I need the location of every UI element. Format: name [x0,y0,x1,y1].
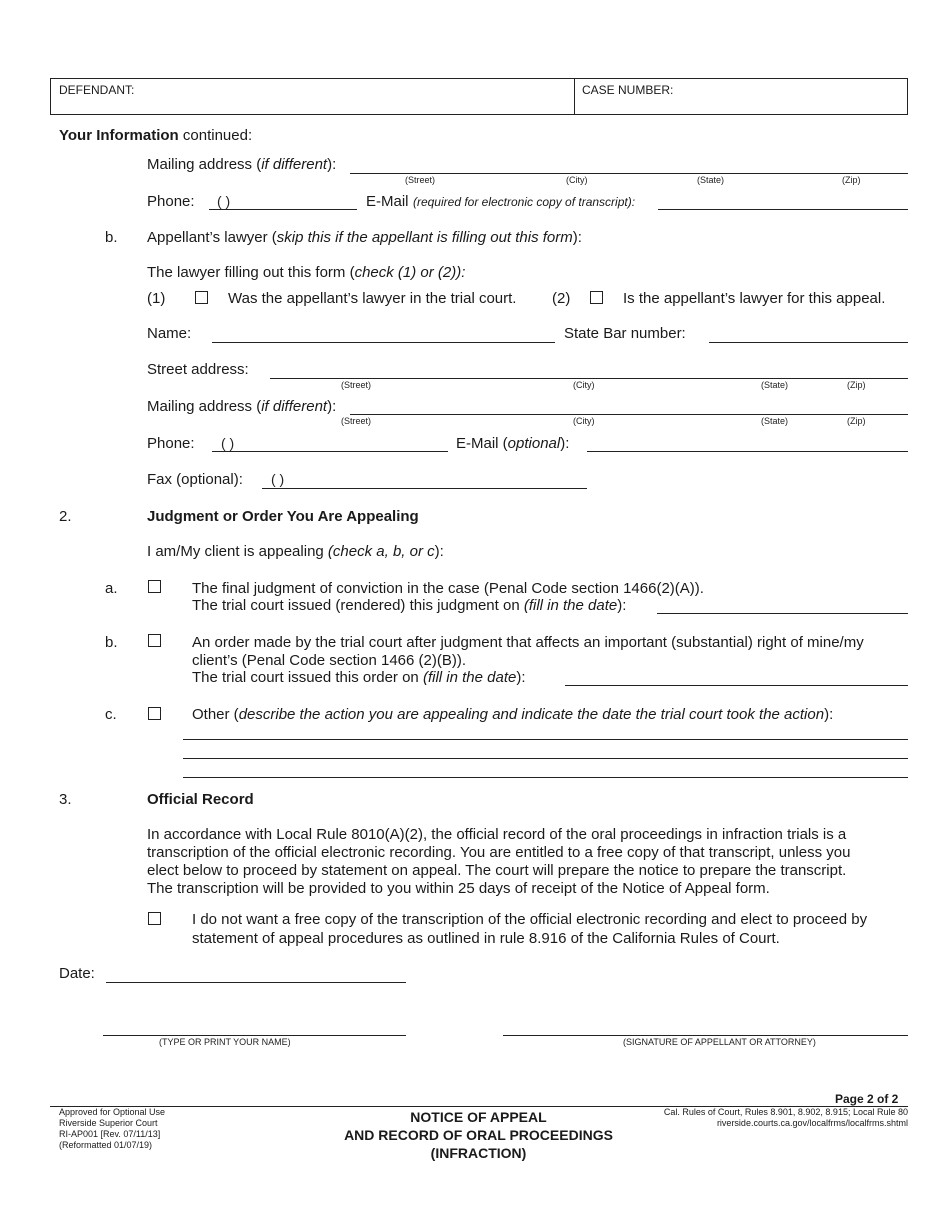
lawyer-title [147,229,582,246]
lawyer-check-instruction [147,264,465,281]
option-a-checkbox[interactable] [148,580,161,593]
your-mailing-address-field[interactable] [350,173,908,174]
caption-state: (State) [761,380,789,390]
rules-citation: Cal. Rules of Court, Rules 8.901, 8.902, 8.915; Local Rule 80 [663,1107,908,1117]
option-a-letter: a. [105,580,118,597]
appeal-instr-start: I am/My client is appealing [147,543,328,560]
signature-caption: (SIGNATURE OF APPELLANT OR ATTORNEY) [623,1037,816,1047]
lawyer-mailing-label [147,398,336,415]
section2-number: 2. [59,508,72,525]
your-phone-field[interactable] [209,209,357,210]
option-b-line3-italic: (fill in the date [422,669,517,686]
lawyer-mailing-field[interactable] [350,414,908,415]
record-para-line1: In accordance with Local Rule 8010(A)(2), the official record of the oral proceedings in infraction trials is a [147,826,847,843]
option1-number: (1) [147,290,166,307]
record-para-line2: transcription of the official electronic recording. You are entitled to a free copy of that transcript, unless you [147,844,851,861]
header-divider [574,78,575,115]
caption-city: (City) [573,380,595,390]
lawyer-email-end: ): [560,435,570,452]
caption-state: (State) [761,416,789,426]
option-c-letter: c. [105,706,117,723]
lawyer-email-text: E-Mail ( [456,435,508,452]
lawyer-title-end: ): [572,229,582,246]
case-number-label: CASE NUMBER: [582,83,674,97]
lawyer-mailing-italic: if different [261,398,328,415]
option-a-line2 [192,597,626,614]
lawyer-check-italic: check (1) or (2)): [354,264,466,281]
option-a-line2-start: The trial court issued (rendered) this judgment on [192,597,524,614]
option-c-end: ): [824,706,834,723]
option-b-checkbox[interactable] [148,634,161,647]
your-email-label [366,193,635,211]
fax-field[interactable] [262,488,587,489]
your-email-note: (required for electronic copy of transcript): [412,195,636,209]
lawyer-email-field[interactable] [587,451,908,452]
form-title-line: NOTICE OF APPEAL [410,1109,547,1125]
case-number-field[interactable] [682,80,902,110]
footer-left-line: RI-AP001 [Rev. 07/11/13] [59,1129,161,1139]
lawyer-email-label [456,435,569,452]
appeal-instr-end: ): [434,543,444,560]
option-a-date-field[interactable] [657,613,908,614]
caption-zip: (Zip) [847,380,866,390]
your-email-label-text: E-Mail [366,193,409,210]
option-a-line2-end: ): [617,597,627,614]
your-phone-paren: ( ) [217,193,231,209]
option-c-line-1[interactable] [183,739,908,740]
option-c-label [192,706,833,723]
lawyer-street-field[interactable] [270,378,908,379]
appeal-instr-italic: (check a, b, or c [327,543,435,560]
lawyer-title-italic: skip this if the appellant is filling out this form [276,229,573,246]
option-a-line1: The final judgment of conviction in the case (Penal Code section 1466(2)(A)). [192,580,704,597]
state-bar-label: State Bar number: [564,325,686,342]
option-b-line3 [192,669,526,686]
footer-left-line: Riverside Superior Court [59,1118,158,1128]
caption-zip: (Zip) [847,416,866,426]
your-mailing-label-text: Mailing address ( [147,156,262,173]
your-phone-label: Phone: [147,193,195,210]
page-number: Page 2 of 2 [835,1092,899,1106]
section2-title: Judgment or Order You Are Appealing [147,508,419,525]
your-mailing-label-italic: if different [261,156,328,173]
option-c-line-3[interactable] [183,777,908,778]
caption-state: (State) [697,175,725,185]
optout-line2: statement of appeal procedures as outlined in rule 8.916 of the California Rules of Court. [192,930,780,947]
lawyer-name-field[interactable] [212,342,555,343]
option-b-line3-start: The trial court issued this order on [192,669,423,686]
lawyer-title-start: Appellant’s lawyer ( [147,229,277,246]
date-label: Date: [59,965,95,982]
name-caption: (TYPE OR PRINT YOUR NAME) [159,1037,291,1047]
your-info-heading-rest: continued: [178,127,253,144]
option-b-line2: client’s (Penal Code section 1466 (2)(B)). [192,652,467,669]
option-c-checkbox[interactable] [148,707,161,720]
option-c-start: Other ( [192,706,239,723]
caption-city: (City) [573,416,595,426]
defendant-label: DEFENDANT: [59,83,135,97]
defendant-field[interactable] [140,80,570,110]
caption-zip: (Zip) [842,175,861,185]
date-field[interactable] [106,982,406,983]
option1-checkbox[interactable] [195,291,208,304]
signature-field[interactable] [503,1035,908,1036]
option2-checkbox[interactable] [590,291,603,304]
lawyer-letter: b. [105,229,118,246]
footer-left-line: (Reformatted 01/07/19) [59,1140,153,1150]
section3-number: 3. [59,791,72,808]
section3-title: Official Record [147,791,254,808]
fax-label: Fax (optional): [147,471,243,488]
option1-label: Was the appellant’s lawyer in the trial court. [228,290,517,307]
option-b-letter: b. [105,634,118,651]
option-b-date-field[interactable] [565,685,908,686]
appeal-instruction [147,543,444,560]
lawyer-name-label: Name: [147,325,192,342]
lawyer-phone-paren: ( ) [221,435,235,451]
lawyer-street-label: Street address: [147,361,249,378]
option-b-line1: An order made by the trial court after judgment that affects an important (substantial) right of mine/my [192,634,864,651]
form-title-line: AND RECORD OF ORAL PROCEEDINGS [344,1127,613,1143]
option-b-line3-end: ): [516,669,526,686]
caption-street: (Street) [341,416,372,426]
form-title-line: (INFRACTION) [430,1145,527,1161]
option-c-italic: describe the action you are appealing and indicate the date the trial court took the action [238,706,825,723]
option-c-line-2[interactable] [183,758,908,759]
footer-left [59,1107,165,1151]
lawyer-email-italic: optional [507,435,561,452]
lawyer-mailing-text: Mailing address ( [147,398,262,415]
optout-checkbox[interactable] [148,912,161,925]
option2-number: (2) [552,290,571,307]
option2-label: Is the appellant’s lawyer for this appeal. [623,290,886,307]
your-email-field[interactable] [658,209,908,210]
option-a-line2-italic: (fill in the date [523,597,618,614]
lawyer-phone-label: Phone: [147,435,195,452]
caption-street: (Street) [341,380,372,390]
lawyer-mailing-end: ): [327,398,337,415]
name-field[interactable] [103,1035,406,1036]
your-mailing-label [147,156,336,173]
your-mailing-label-end: ): [327,156,337,173]
court-url: riverside.courts.ca.gov/localfrms/localfrms.shtml [716,1118,908,1128]
caption-street: (Street) [405,175,436,185]
record-para-line4: The transcription will be provided to you within 25 days of receipt of the Notice of Appeal form. [147,880,770,897]
lawyer-check-start: The lawyer filling out this form ( [147,264,355,281]
footer-left-line: Approved for Optional Use [59,1107,166,1117]
fax-paren: ( ) [271,471,285,487]
lawyer-phone-field[interactable] [212,451,448,452]
optout-line1: I do not want a free copy of the transcription of the official electronic recording and elect to proceed by [192,911,868,928]
state-bar-field[interactable] [709,342,908,343]
your-info-heading-bold: Your Information [59,127,179,144]
your-info-heading [59,127,252,144]
footer-right [600,1107,908,1129]
caption-city: (City) [566,175,588,185]
record-para-line3: elect below to proceed by statement on appeal. The court will prepare the notice to prepare the transcript. [147,862,847,879]
